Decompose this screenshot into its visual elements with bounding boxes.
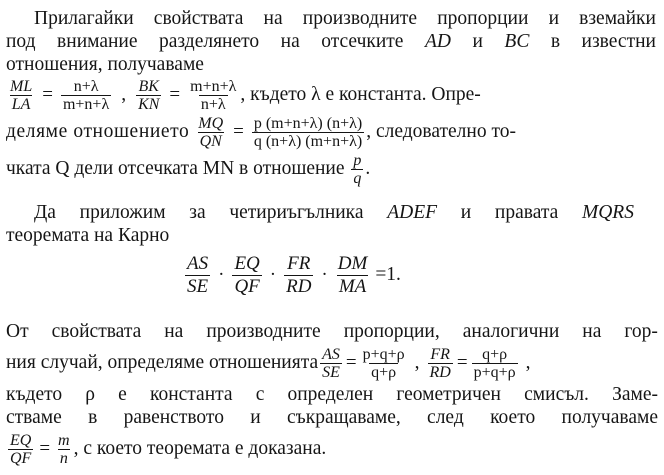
p2-line1: [34, 202, 634, 224]
formula-tail: ,: [525, 351, 531, 373]
word: определен: [287, 384, 374, 405]
fraction-fr-rd: $\frac{FR}{RD}$: [286, 253, 312, 297]
word: приложим: [79, 202, 166, 223]
fraction-rhs: $\frac{q+\rho}{p+q+\rho}$: [473, 346, 516, 381]
word: и: [250, 407, 261, 428]
p3-line4: [6, 407, 658, 429]
word: свойствата: [51, 321, 142, 342]
quadrilateral-label: ADEF: [387, 202, 438, 223]
word: на: [263, 8, 283, 29]
word: Прилагайки: [34, 8, 134, 29]
formula-lead: чката Q дели отсечката MN в отношение: [6, 157, 345, 179]
formula-line5: $\frac{EQ}{QF}$ = $\frac{m}{n}$ , с което теоремата е доказана.: [10, 432, 327, 467]
fraction-rhs: $\frac{n+\lambda}{m+n+\lambda}$: [62, 78, 110, 113]
formula-tail: , следователно то-: [366, 120, 516, 142]
carnot-product: [183, 253, 401, 298]
word: получаваме: [561, 407, 658, 428]
word: смисъл.: [524, 384, 589, 405]
dot-operator: ·: [218, 263, 225, 285]
p2-line2: теоремата на Карно: [6, 225, 170, 246]
word: правата: [494, 202, 559, 223]
fraction-mq-qn: $\frac{MQ}{QN}$: [198, 115, 224, 150]
fraction-m-n: $\frac{m}{n}$: [58, 432, 70, 467]
dot-operator: ·: [321, 263, 328, 285]
word: стваме: [6, 407, 62, 428]
fraction-eq-qf: $\frac{EQ}{QF}$: [234, 253, 260, 297]
word: на: [280, 31, 300, 52]
p3-line1: [6, 321, 658, 343]
word: производните: [206, 321, 321, 342]
word: където: [6, 384, 63, 405]
word: внимание: [57, 31, 138, 52]
word: с: [255, 384, 265, 405]
fraction-ml-la: $\frac{ML}{LA}$: [10, 78, 33, 113]
word: четириъгълника: [229, 202, 364, 223]
formula-tail: , където λ е константа. Опре-: [240, 83, 481, 105]
word: пропорции: [437, 8, 529, 29]
word: вземайки: [579, 8, 656, 29]
p1-line1: [34, 8, 656, 30]
word: е: [118, 384, 127, 405]
word: което: [490, 407, 536, 428]
word: константа: [149, 384, 233, 405]
word: аналогични: [462, 321, 560, 342]
word: отсечките: [321, 31, 404, 52]
word: равенството: [123, 407, 224, 428]
word: Заме-: [612, 384, 658, 405]
formula-lead: деляме отношението: [6, 120, 190, 142]
fraction-eq-qf: $\frac{EQ}{QF}$: [10, 432, 32, 467]
word: гор-: [624, 321, 658, 342]
word: геометричен: [396, 384, 501, 405]
word: От: [6, 321, 29, 342]
word: известни: [581, 31, 656, 52]
formula-line3: [6, 152, 370, 187]
word: за: [189, 202, 206, 223]
segment-label: BC: [504, 31, 530, 52]
fraction-bk-kn: $\frac{BK}{KN}$: [138, 78, 160, 113]
fraction-rhs: $\frac{p (m+n+\lambda) (n+\lambda)}{q (n+\lambda) (m+n+\lambda)}$: [253, 115, 363, 150]
fraction-as-se: $\frac{AS}{SE}$: [187, 253, 209, 297]
p1-line2: [6, 31, 656, 53]
word: разделянето: [159, 31, 260, 52]
fraction-rhs: $\frac{m+n+\lambda}{n+\lambda}$: [190, 78, 237, 113]
formula-tail: , с което теоремата е доказана.: [73, 437, 327, 459]
word: в: [88, 407, 98, 428]
word: в: [550, 31, 561, 52]
word: след: [427, 407, 464, 428]
fraction-as-se: $\frac{AS}{SE}$: [322, 346, 340, 381]
formula-lead: ния случай, определяме отношенията: [6, 351, 319, 373]
word: и: [472, 31, 483, 52]
word: на: [582, 321, 602, 342]
p1-line3: отношения, получаваме: [6, 54, 204, 75]
fraction-fr-rd: $\frac{FR}{RD}$: [429, 346, 451, 381]
fraction-rhs: $\frac{p+q+\rho}{q+\rho}$: [362, 346, 405, 381]
formula-line4: ния случай, определяме отношенията $\frac{AS}{SE}$ = $\frac{p+q+\rho}{q+\rho}$ , $\frac{FR}{RD}$ = $\frac{q+\rho}{p+q+\rho}$ ,: [6, 346, 531, 381]
p3-line3: [6, 384, 658, 406]
line-label: MQRS: [581, 202, 634, 223]
word: съкращаваме,: [286, 407, 401, 428]
word: ρ: [85, 384, 96, 405]
word: пропорции,: [343, 321, 440, 342]
dot-operator: ·: [269, 263, 277, 285]
word: производните: [302, 8, 418, 29]
segment-label: AD: [424, 31, 451, 52]
fraction-p-q: $\frac{p}{q}$: [353, 152, 362, 187]
product-rhs: =1.: [375, 263, 401, 285]
word: и: [460, 202, 472, 223]
word: Да: [34, 202, 56, 223]
word: и: [548, 8, 559, 29]
formula-line2: деляме отношението $\frac{MQ}{QN}$ = $\frac{p (m+n+\lambda) (n+\lambda)}{q (n+\lambda) (m+n+\lambda)}$ , следователно то-: [6, 115, 516, 150]
word: под: [6, 31, 36, 52]
word: на: [164, 321, 184, 342]
formula-line1: $\frac{ML}{LA}$ = $\frac{n+\lambda}{m+n+\lambda}$ , $\frac{BK}{KN}$ = $\frac{m+n+\lambda}{n+\lambda}$ , където λ е константа. Опре-: [10, 78, 481, 113]
formula-tail: .: [365, 157, 371, 179]
word: свойствата: [153, 8, 244, 29]
fraction-dm-ma: $\frac{DM}{MA}$: [337, 253, 368, 297]
